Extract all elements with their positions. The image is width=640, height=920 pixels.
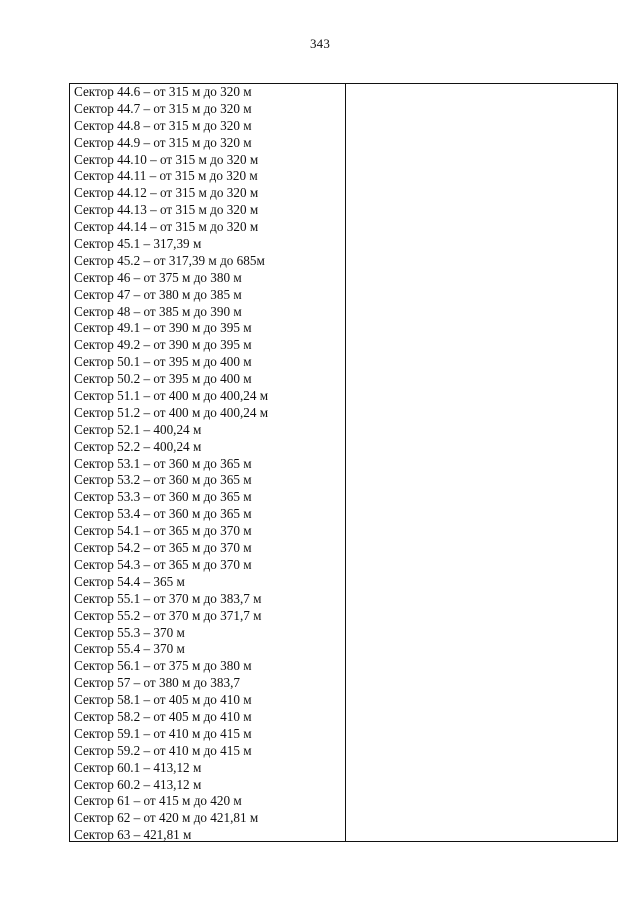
- table-row: Сектор 48 – от 385 м до 390 м: [74, 303, 242, 319]
- table-row: Сектор 60.1 – 413,12 м: [74, 759, 202, 775]
- table-row: Сектор 55.3 – 370 м: [74, 624, 185, 640]
- table-row: Сектор 46 – от 375 м до 380 м: [74, 269, 242, 285]
- table-row: Сектор 58.1 – от 405 м до 410 м: [74, 692, 252, 708]
- table-row: Сектор 61 – от 415 м до 420 м: [74, 793, 242, 809]
- page-number: 343: [309, 36, 331, 51]
- table-row: Сектор 44.11 – от 315 м до 320 м: [74, 168, 258, 184]
- table-row: Сектор 44.10 – от 315 м до 320 м: [74, 151, 259, 167]
- table-row: Сектор 47 – от 380 м до 385 м: [74, 286, 242, 302]
- table-row: Сектор 44.14 – от 315 м до 320 м: [74, 219, 259, 235]
- table-row: Сектор 52.1 – 400,24 м: [74, 421, 202, 437]
- table-row: Сектор 49.2 – от 390 м до 395 м: [74, 337, 252, 353]
- table-row: Сектор 53.4 – от 360 м до 365 м: [74, 506, 252, 522]
- table-row: Сектор 56.1 – от 375 м до 380 м: [74, 658, 252, 674]
- sector-list-column: [74, 84, 342, 844]
- column-divider: [345, 84, 346, 841]
- table-row: Сектор 54.2 – от 365 м до 370 м: [74, 540, 252, 556]
- table-row: Сектор 53.2 – от 360 м до 365 м: [74, 472, 252, 488]
- table-row: Сектор 54.1 – от 365 м до 370 м: [74, 523, 252, 539]
- table-row: Сектор 59.1 – от 410 м до 415 м: [74, 725, 252, 741]
- table-row: Сектор 45.2 – от 317,39 м до 685м: [74, 252, 265, 268]
- table-row: Сектор 58.2 – от 405 м до 410 м: [74, 708, 252, 724]
- table-row: Сектор 57 – от 380 м до 383,7: [74, 675, 240, 691]
- table-row: Сектор 52.2 – 400,24 м: [74, 438, 202, 454]
- table-row: Сектор 59.2 – от 410 м до 415 м: [74, 742, 252, 758]
- table-row: Сектор 51.1 – от 400 м до 400,24 м: [74, 388, 269, 404]
- sector-table: [69, 83, 618, 842]
- table-row: Сектор 44.6 – от 315 м до 320 м: [74, 84, 252, 99]
- table-row: Сектор 45.1 – 317,39 м: [74, 236, 202, 252]
- table-row: Сектор 44.7 – от 315 м до 320 м: [74, 100, 252, 116]
- table-row: Сектор 54.3 – от 365 м до 370 м: [74, 556, 252, 572]
- table-row: Сектор 63 – 421,81 м: [74, 827, 192, 843]
- table-row: Сектор 44.12 – от 315 м до 320 м: [74, 185, 259, 201]
- table-row: Сектор 44.9 – от 315 м до 320 м: [74, 134, 252, 150]
- table-row: Сектор 44.13 – от 315 м до 320 м: [74, 202, 259, 218]
- table-row: Сектор 50.2 – от 395 м до 400 м: [74, 371, 252, 387]
- table-row: Сектор 49.1 – от 390 м до 395 м: [74, 320, 252, 336]
- table-row: Сектор 54.4 – 365 м: [74, 573, 185, 589]
- table-row: Сектор 44.8 – от 315 м до 320 м: [74, 117, 252, 133]
- table-row: Сектор 53.1 – от 360 м до 365 м: [74, 455, 252, 471]
- table-row: Сектор 62 – от 420 м до 421,81 м: [74, 810, 259, 826]
- table-row: Сектор 55.4 – 370 м: [74, 641, 185, 657]
- table-row: Сектор 53.3 – от 360 м до 365 м: [74, 489, 252, 505]
- table-row: Сектор 55.2 – от 370 м до 371,7 м: [74, 607, 262, 623]
- empty-right-column: [347, 84, 617, 841]
- table-row: Сектор 60.2 – 413,12 м: [74, 776, 202, 792]
- table-row: Сектор 51.2 – от 400 м до 400,24 м: [74, 404, 269, 420]
- table-row: Сектор 50.1 – от 395 м до 400 м: [74, 354, 252, 370]
- table-row: Сектор 55.1 – от 370 м до 383,7 м: [74, 590, 262, 606]
